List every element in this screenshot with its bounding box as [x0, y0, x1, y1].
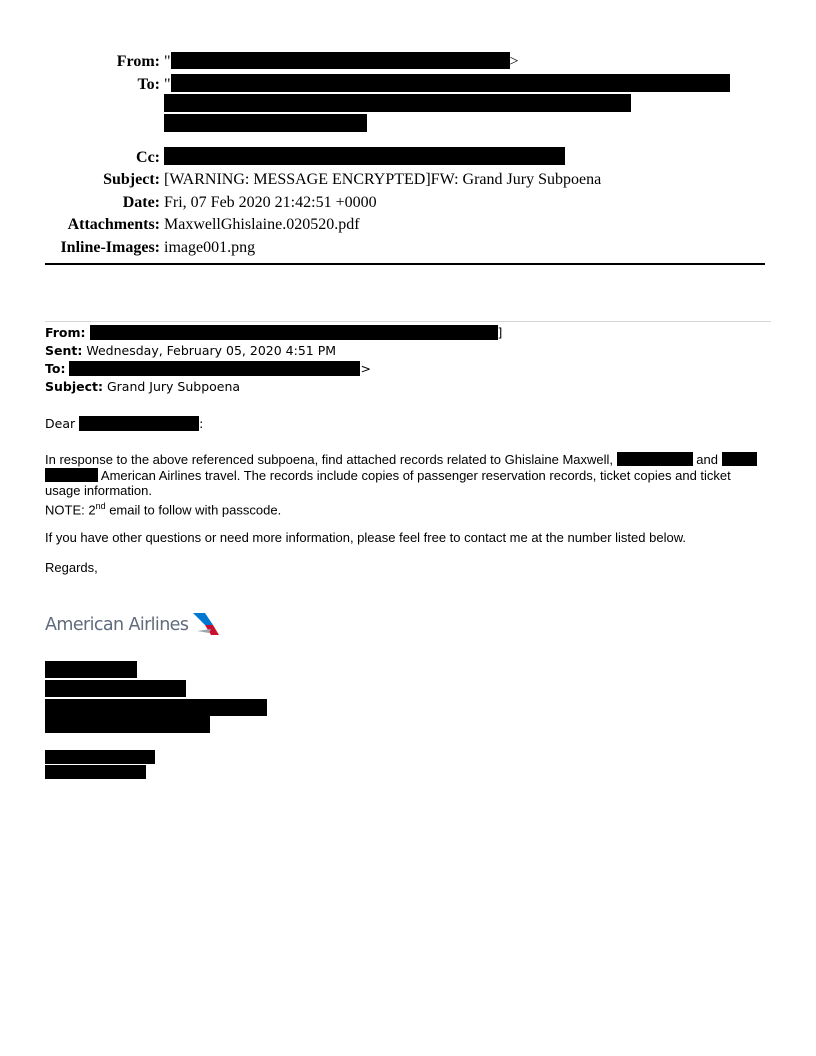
redaction-bar [164, 94, 631, 112]
logo-wordmark: American Airlines [45, 615, 189, 635]
forwarded-header [45, 324, 502, 396]
fwd-from-bracket: ] [497, 325, 503, 340]
para1-line-2 [45, 468, 771, 484]
body-paragraph-1 [45, 452, 771, 517]
header-attachments-row [0, 214, 816, 237]
redaction-bar [722, 452, 757, 466]
greeting-colon: : [199, 416, 204, 431]
redaction-bar [79, 416, 199, 431]
fwd-subject-label: Subject: [45, 379, 103, 394]
header-from-row [0, 51, 816, 74]
redaction-bar [45, 750, 155, 764]
header-date-row [0, 192, 816, 215]
fwd-to-bracket: > [360, 361, 371, 376]
note-superscript: nd [95, 500, 106, 511]
from-bracket: > [509, 53, 519, 70]
to-label: To: [137, 75, 160, 93]
date-value: Fri, 07 Feb 2020 21:42:51 +0000 [164, 193, 377, 211]
email-header [0, 51, 816, 259]
fwd-subject-row [45, 378, 502, 396]
redaction-bar [45, 716, 210, 733]
greeting-line [45, 416, 771, 432]
header-inline-images-row [0, 237, 816, 260]
cc-label: Cc: [136, 148, 160, 166]
inline-image-filename[interactable]: image001.png [164, 238, 256, 256]
redaction-bar [90, 325, 498, 340]
redaction-bar [171, 52, 510, 69]
closing: Regards, [45, 560, 98, 575]
body-paragraph-2: If you have other questions or need more information, please feel free to contact me at the number listed below. [45, 530, 686, 545]
note-prefix: NOTE: 2 [45, 501, 96, 517]
fwd-from-label: From: [45, 325, 86, 340]
greeting-text: Dear [45, 416, 76, 431]
redaction-bar [45, 468, 98, 482]
para1-line-1 [45, 452, 771, 468]
subject-label: Subject: [103, 171, 160, 188]
note-line [45, 499, 771, 518]
fwd-to-label: To: [45, 361, 66, 376]
cc-value [164, 147, 565, 169]
para1-text-b: American Airlines travel. The records include copies of passenger reservation records, ticket copies and ticket [100, 467, 731, 483]
from-quote: " [164, 53, 171, 70]
date-label: Date: [122, 193, 160, 211]
para1-text-a: In response to the above referenced subpoena, find attached records related to Ghislaine Maxwell, [45, 452, 614, 467]
to-value [164, 74, 730, 96]
forwarded-divider [45, 321, 771, 322]
redaction-bar [171, 74, 730, 92]
redaction-bar [45, 680, 186, 697]
redaction-bar [45, 765, 146, 779]
header-subject-row [0, 169, 816, 192]
redaction-bar [45, 661, 137, 678]
redaction-bar [617, 452, 693, 466]
fwd-subject-value: Grand Jury Subpoena [106, 379, 241, 394]
fwd-sent-label: Sent: [45, 343, 83, 358]
header-cc-row [0, 147, 816, 170]
fwd-sent-value: Wednesday, February 05, 2020 4:51 PM [86, 343, 337, 358]
para1-line-3: usage information. [45, 483, 152, 498]
fwd-sent-row [45, 342, 502, 360]
attachment-filename[interactable]: MaxwellGhislaine.020520.pdf [164, 216, 360, 233]
note-suffix: email to follow with passcode. [105, 501, 282, 517]
fwd-to-row [45, 360, 502, 378]
american-airlines-logo [45, 610, 223, 640]
to-quote: " [164, 75, 171, 93]
from-value [164, 51, 519, 73]
attachments-label: Attachments: [67, 216, 160, 233]
redaction-bar [69, 361, 360, 376]
header-divider [45, 263, 765, 265]
from-label: From: [116, 53, 160, 70]
fwd-from-row [45, 324, 502, 342]
flight-symbol-icon [191, 611, 223, 639]
para1-and: and [696, 452, 718, 467]
redaction-bar [164, 114, 367, 132]
redaction-bar [164, 147, 565, 165]
redaction-bar [45, 699, 267, 716]
inline-images-label: Inline-Images: [60, 238, 160, 256]
header-to-row [0, 74, 816, 147]
subject-value: [WARNING: MESSAGE ENCRYPTED]FW: Grand Jury Subpoena [164, 171, 602, 188]
